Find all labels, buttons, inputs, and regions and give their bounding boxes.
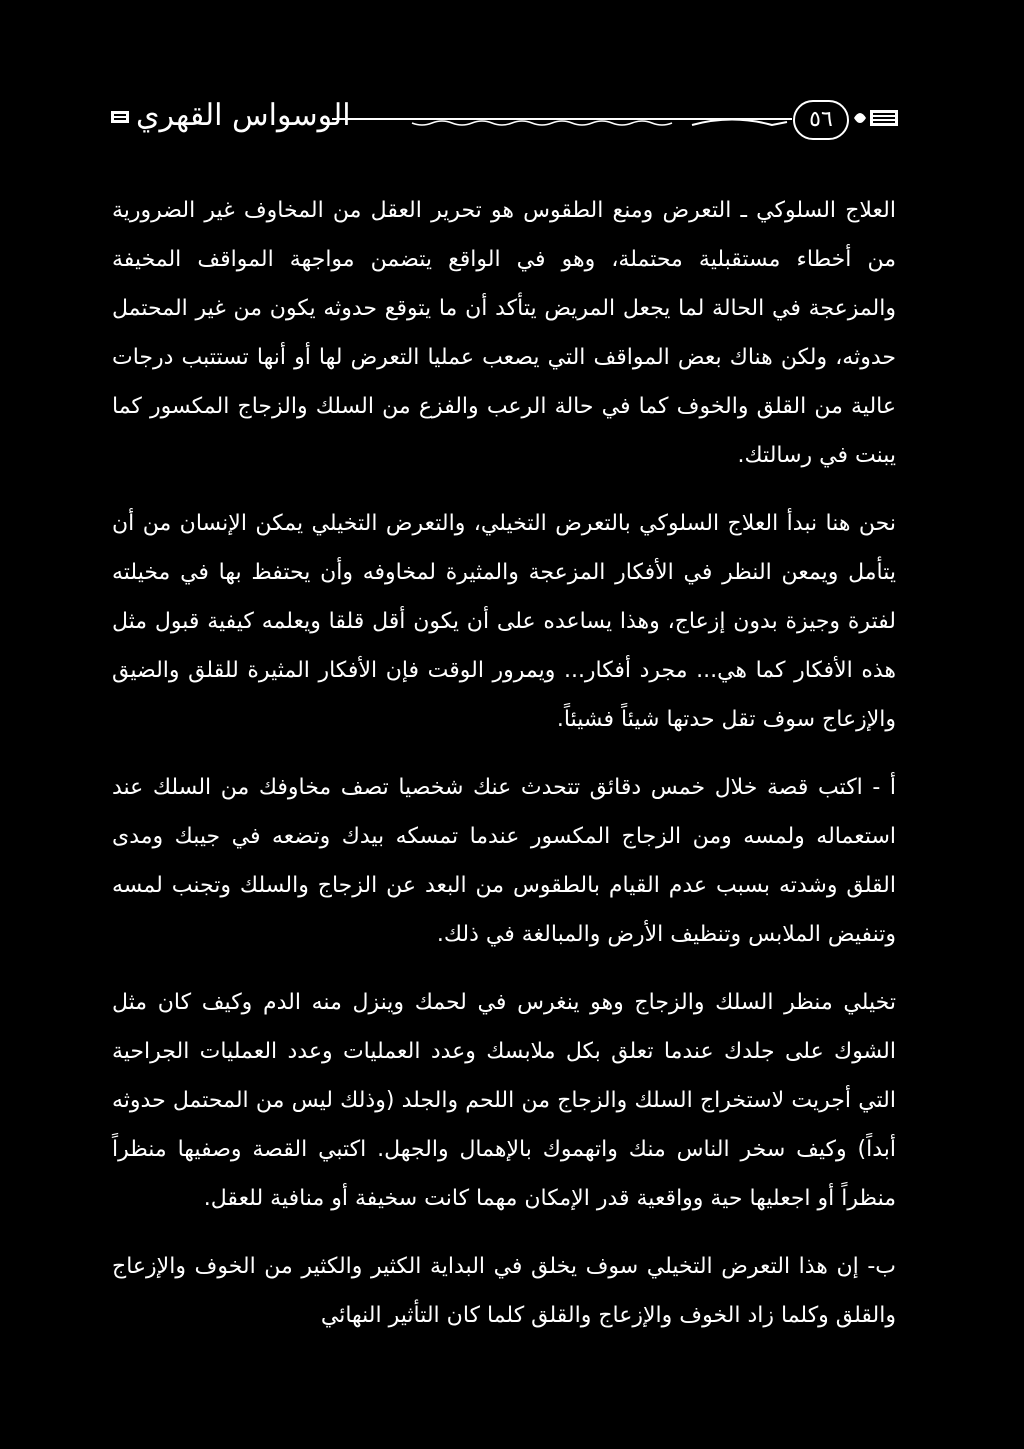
paragraph: تخيلي منظر السلك والزجاج وهو ينغرس في لحمك وينزل منه الدم وكيف كان مثل الشوك على جلدك عندما تعلق بكل ملابسك وعدد العمليات وعدد العمليات الجراحية التي أجريت لاستخراج السلك والزجاج من اللحم والجلد (وذلك ليس من المحتمل حدوثه أبداً) وكيف سخر الناس منك واتهموك بالإهمال والجهل. اكتبي القصة وصفيها منظراً منظراً أو اجعليها حية وواقعية قدر الإمكان مهما كانت سخيفة أو منافية للعقل. [112,990,896,1211]
paragraph: نحن هنا نبدأ العلاج السلوكي بالتعرض التخيلي، والتعرض التخيلي يمكن الإنسان من أن يتأمل ويمعن النظر في الأفكار المزعجة والمثيرة لمخاوفه وأن يحتفظ بها في مخيلته لفترة وجيزة بدون إزعاج، وهذا يساعده على أن يكون أقل قلقا ويعلمه كيفية قبول مثل هذه الأفكار كما هي... مجرد أفكار... ويمرور الوقت فإن الأفكار المثيرة للقلق والضيق والإزعاج سوف تقل حدتها شيئاً فشيئاً. [112,511,896,732]
ornamental-rule [332,116,792,128]
running-title: الوسواس القهري [136,98,351,133]
decorative-flourish-icon [852,106,900,130]
paragraph: ب- إن هذا التعرض التخيلي سوف يخلق في البداية الكثير والكثير من الخوف والإزعاج والقلق وكلما زاد الخوف والإزعاج والقلق كلما كان التأثير النهائي [112,1254,896,1328]
paragraph: أ - اكتب قصة خلال خمس دقائق تتحدث عنك شخصيا تصف مخاوفك من السلك عند استعماله ولمسه ومن الزجاج المكسور عندما تمسكه بيدك وتضعه في جيبك ومدى القلق وشدته بسبب عدم القيام بالطقوس من البعد عن الزجاج والسلك وتجنب لمسه وتنفيض الملابس وتنظيف الأرض والمبالغة في ذلك. [112,775,896,947]
paragraph: العلاج السلوكي ـ التعرض ومنع الطقوس هو تحرير العقل من المخاوف غير الضرورية من أخطاء مستقبلية محتملة، وهو في الواقع يتضمن مواجهة المواقف المخيفة والمزعجة في الحالة لما يجعل المريض يتأكد أن ما يتوقع حدوثه يكون من غير المحتمل حدوثه، ولكن هناك بعض المواقف التي يصعب عمليا التعرض لها أو أنها تستتبب درجات عالية من القلق والخوف كما في حالة الرعب والفزع من السلك والزجاج المكسور كما يبنت في رسالتك. [112,198,896,468]
decorative-square-icon [110,110,130,124]
page-number: ٥٦ [793,100,849,140]
running-header [110,96,900,146]
body-text [112,186,896,1340]
